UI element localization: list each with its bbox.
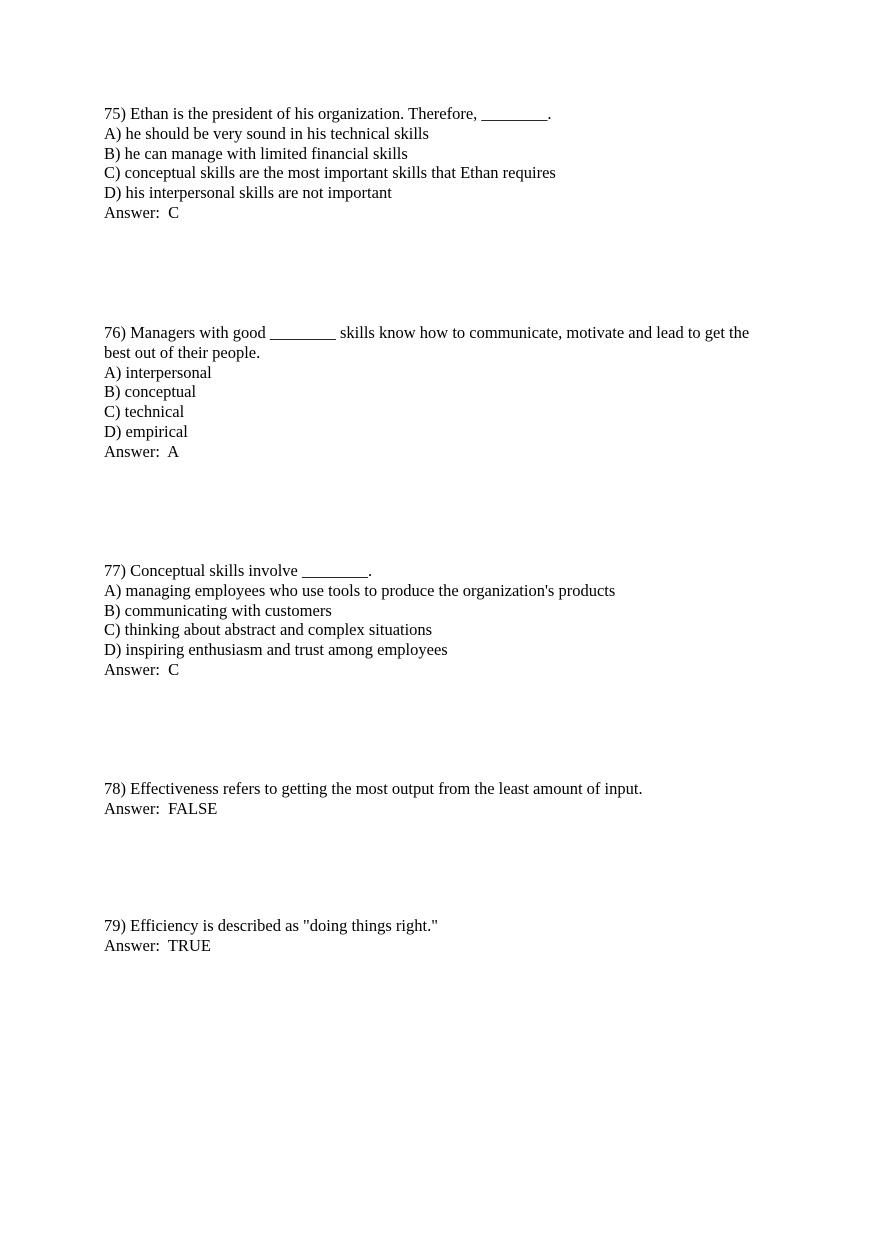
option-b: B) communicating with customers [104, 600, 332, 620]
answer-key: Answer: TRUE [104, 935, 211, 955]
question-77 [104, 561, 769, 680]
option-a: A) managing employees who use tools to produce the organization's products [104, 580, 616, 600]
question-stem: 77) Conceptual skills involve ________. [104, 561, 373, 580]
answer-key: Answer: C [104, 202, 180, 222]
answer-options [104, 581, 769, 660]
question-stem: 75) Ethan is the president of his organization. Therefore, ________. [104, 104, 552, 123]
option-d: D) inspiring enthusiasm and trust among employees [104, 640, 448, 660]
option-d: D) empirical [104, 421, 188, 441]
question-stem: 78) Effectiveness refers to getting the most output from the least amount of input. [104, 779, 643, 798]
question-79 [104, 916, 769, 956]
option-c: C) conceptual skills are the most important skills that Ethan requires [104, 163, 556, 183]
question-78 [104, 779, 769, 819]
answer-options [104, 124, 769, 203]
option-c: C) technical [104, 402, 185, 422]
question-stem: 76) Managers with good ________ skills know how to communicate, motivate and lead to get the best out of their people. [104, 323, 750, 362]
answer-options [104, 363, 769, 442]
option-b: B) conceptual [104, 382, 197, 402]
option-c: C) thinking about abstract and complex situations [104, 620, 433, 640]
option-a: A) interpersonal [104, 362, 212, 382]
question-76 [104, 323, 769, 462]
option-d: D) his interpersonal skills are not important [104, 183, 392, 203]
answer-key: Answer: C [104, 659, 180, 679]
question-stem: 79) Efficiency is described as "doing things right." [104, 916, 438, 935]
option-a: A) he should be very sound in his technical skills [104, 123, 429, 143]
option-b: B) he can manage with limited financial skills [104, 143, 408, 163]
question-75 [104, 104, 769, 223]
answer-key: Answer: FALSE [104, 798, 218, 818]
answer-key: Answer: A [104, 441, 180, 461]
